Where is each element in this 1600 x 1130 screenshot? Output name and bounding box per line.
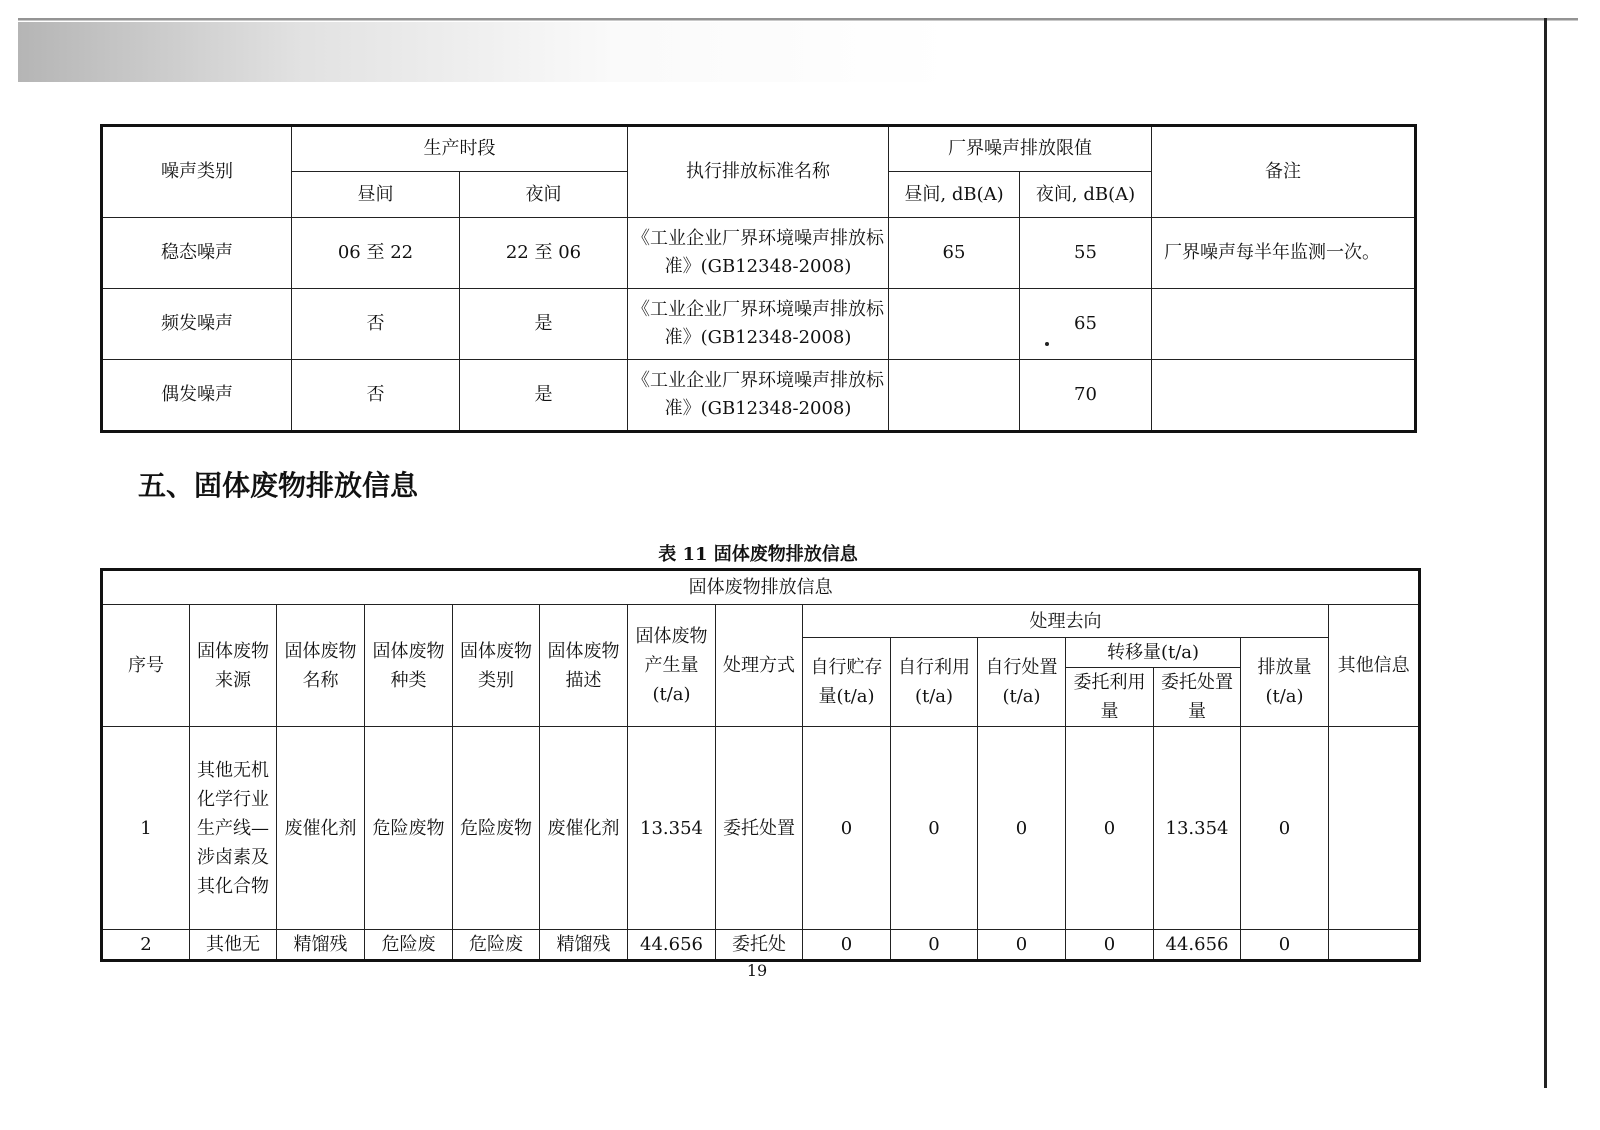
self-storage-cell: 0 xyxy=(803,930,891,961)
other-info-cell xyxy=(1329,930,1420,961)
remark-cell xyxy=(1152,289,1416,360)
header-self-storage: 自行贮存量(t/a) xyxy=(803,638,891,727)
header-entrust-disposal: 委托处置量 xyxy=(1154,668,1241,727)
standard-cell: 《工业企业厂界环境噪声排放标准》(GB12348-2008) xyxy=(628,360,889,432)
description-cell: 精馏残 xyxy=(540,930,628,961)
source-cell: 其他无机化学行业生产线—涉卤素及其化合物 xyxy=(190,727,277,930)
period-day-cell: 06 至 22 xyxy=(292,218,460,289)
header-period-day: 昼间 xyxy=(292,172,460,218)
other-info-cell xyxy=(1329,727,1420,930)
emission-cell: 0 xyxy=(1241,930,1329,961)
header-output: 固体废物产生量(t/a) xyxy=(628,605,716,727)
noise-category-cell: 频发噪声 xyxy=(102,289,292,360)
period-night-cell: 22 至 06 xyxy=(460,218,628,289)
table-row xyxy=(102,930,1420,961)
period-night-cell: 是 xyxy=(460,360,628,432)
header-kind: 固体废物种类 xyxy=(365,605,453,727)
name-cell: 废催化剂 xyxy=(277,727,365,930)
self-disposal-cell: 0 xyxy=(978,727,1066,930)
scan-edge-shading xyxy=(18,8,1578,88)
header-boundary-limit: 厂界噪声排放限值 xyxy=(889,126,1152,172)
table-caption: 表 11 固体废物排放信息 xyxy=(658,544,858,565)
scan-speck xyxy=(1045,342,1049,346)
waste-table-title: 固体废物排放信息 xyxy=(102,570,1420,605)
class-cell: 危险废物 xyxy=(453,727,540,930)
kind-cell: 危险废 xyxy=(365,930,453,961)
header-self-disposal: 自行处置(t/a) xyxy=(978,638,1066,727)
noise-category-cell: 偶发噪声 xyxy=(102,360,292,432)
limit-night-cell: 65 xyxy=(1020,289,1152,360)
output-cell: 13.354 xyxy=(628,727,716,930)
header-seq: 序号 xyxy=(102,605,190,727)
self-storage-cell: 0 xyxy=(803,727,891,930)
standard-cell: 《工业企业厂界环境噪声排放标准》(GB12348-2008) xyxy=(628,289,889,360)
header-emission: 排放量(t/a) xyxy=(1241,638,1329,727)
header-destination: 处理去向 xyxy=(803,605,1329,638)
section-heading: 五、固体废物排放信息 xyxy=(138,469,419,502)
limit-night-cell: 55 xyxy=(1020,218,1152,289)
header-production-period: 生产时段 xyxy=(292,126,628,172)
class-cell: 危险废 xyxy=(453,930,540,961)
remark-cell xyxy=(1152,360,1416,432)
table-row xyxy=(102,360,1416,432)
header-limit-night: 夜间, dB(A) xyxy=(1020,172,1152,218)
page-number: 19 xyxy=(746,961,768,980)
limit-day-cell xyxy=(889,289,1020,360)
emission-cell: 0 xyxy=(1241,727,1329,930)
header-self-use: 自行利用(t/a) xyxy=(891,638,978,727)
limit-day-cell: 65 xyxy=(889,218,1020,289)
kind-cell: 危险废物 xyxy=(365,727,453,930)
period-night-cell: 是 xyxy=(460,289,628,360)
method-cell: 委托处置 xyxy=(716,727,803,930)
header-limit-day: 昼间, dB(A) xyxy=(889,172,1020,218)
period-day-cell: 否 xyxy=(292,360,460,432)
method-cell: 委托处 xyxy=(716,930,803,961)
header-period-night: 夜间 xyxy=(460,172,628,218)
header-description: 固体废物描述 xyxy=(540,605,628,727)
self-use-cell: 0 xyxy=(891,727,978,930)
scan-right-border xyxy=(1544,18,1547,1088)
header-class: 固体废物类别 xyxy=(453,605,540,727)
output-cell: 44.656 xyxy=(628,930,716,961)
header-noise-category: 噪声类别 xyxy=(102,126,292,218)
source-cell: 其他无 xyxy=(190,930,277,961)
self-disposal-cell: 0 xyxy=(978,930,1066,961)
header-entrust-use: 委托利用量 xyxy=(1066,668,1154,727)
noise-category-cell: 稳态噪声 xyxy=(102,218,292,289)
table-row xyxy=(102,727,1420,930)
header-remark: 备注 xyxy=(1152,126,1416,218)
name-cell: 精馏残 xyxy=(277,930,365,961)
entrust-use-cell: 0 xyxy=(1066,930,1154,961)
entrust-disposal-cell: 13.354 xyxy=(1154,727,1241,930)
entrust-use-cell: 0 xyxy=(1066,727,1154,930)
limit-night-cell: 70 xyxy=(1020,360,1152,432)
table-row xyxy=(102,289,1416,360)
standard-cell: 《工业企业厂界环境噪声排放标准》(GB12348-2008) xyxy=(628,218,889,289)
limit-day-cell xyxy=(889,360,1020,432)
entrust-disposal-cell: 44.656 xyxy=(1154,930,1241,961)
header-source: 固体废物来源 xyxy=(190,605,277,727)
header-transfer: 转移量(t/a) xyxy=(1066,638,1241,668)
noise-emission-table xyxy=(100,124,1417,433)
table-row xyxy=(102,218,1416,289)
self-use-cell: 0 xyxy=(891,930,978,961)
remark-cell: 厂界噪声每半年监测一次。 xyxy=(1152,218,1416,289)
seq-cell: 2 xyxy=(102,930,190,961)
header-standard-name: 执行排放标准名称 xyxy=(628,126,889,218)
period-day-cell: 否 xyxy=(292,289,460,360)
header-method: 处理方式 xyxy=(716,605,803,727)
header-other-info: 其他信息 xyxy=(1329,605,1420,727)
seq-cell: 1 xyxy=(102,727,190,930)
description-cell: 废催化剂 xyxy=(540,727,628,930)
solid-waste-table xyxy=(100,568,1421,962)
header-name: 固体废物名称 xyxy=(277,605,365,727)
